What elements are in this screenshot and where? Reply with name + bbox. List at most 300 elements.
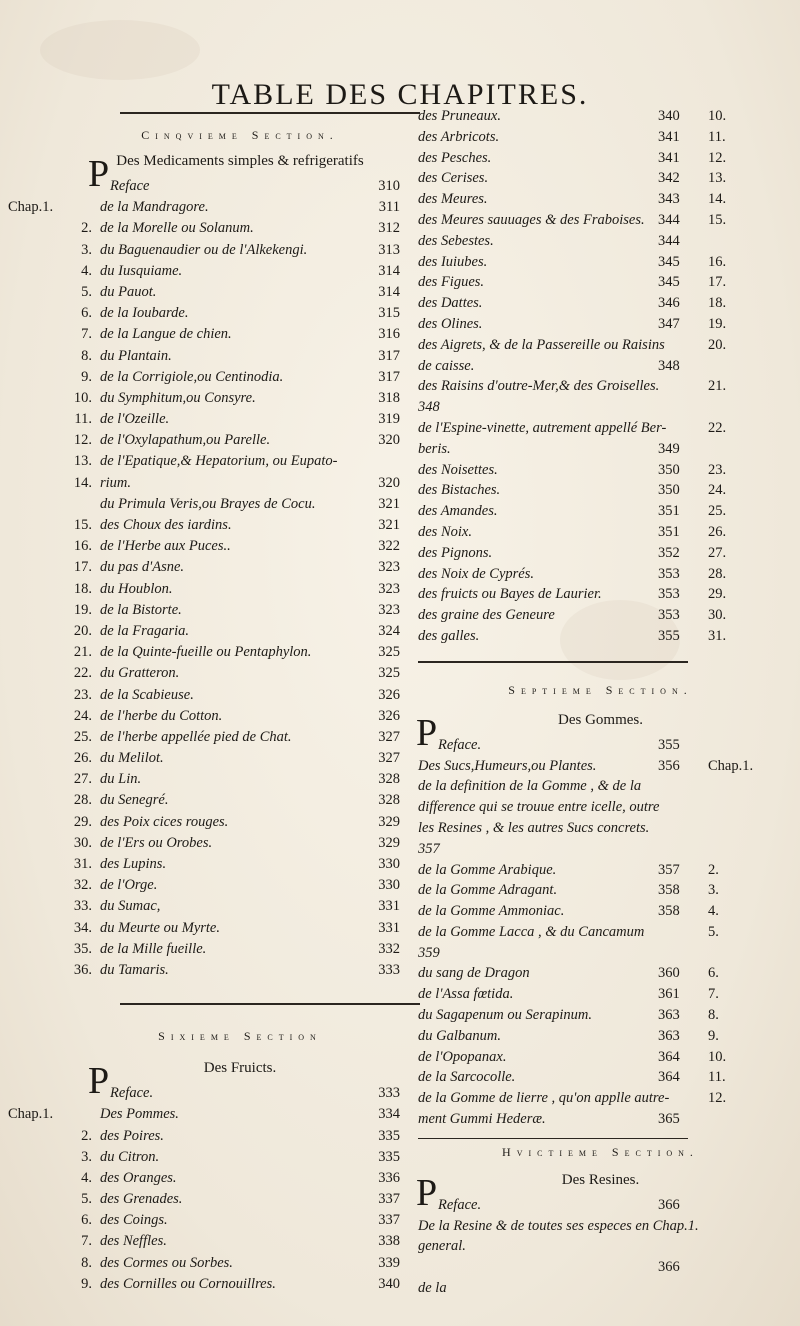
chapter-number: 7. (81, 326, 92, 343)
toc-entry (60, 409, 420, 430)
page-number: 333 (378, 1085, 400, 1102)
entry-title: de la Morelle ou Solanum. (100, 220, 254, 237)
entry-title: des Cerises. (418, 170, 489, 187)
chapter-number: 20. (708, 336, 727, 353)
toc-entry (408, 860, 793, 881)
chapter-number: 2. (708, 861, 719, 878)
page-number: 364 (658, 1048, 680, 1065)
toc-entry (408, 880, 793, 901)
toc-entry (60, 706, 420, 727)
section-rule (120, 112, 420, 114)
toc-entry (60, 875, 420, 896)
page-number: 329 (378, 813, 400, 830)
chapter-label: Chap.1. (8, 199, 54, 216)
entry-title: des Meures sauuages & des Fraboises. (418, 211, 645, 228)
page-number: 320 (378, 474, 400, 491)
toc-entry (408, 605, 793, 626)
entry-title: de la Bistorte. (100, 601, 182, 618)
entry-title: des Poires. (100, 1127, 164, 1144)
page-number: 326 (378, 707, 400, 724)
entry-title: de caisse. (418, 357, 475, 374)
toc-entry (60, 1274, 420, 1295)
entry-title: de l'Oxylapathum,ou Parelle. (100, 432, 271, 449)
entry-title: du Baguenaudier ou de l'Alkekengi. (100, 241, 308, 258)
entry-title: les Resines , & les autres Sucs concrets. (418, 819, 650, 836)
page-number: 340 (378, 1275, 400, 1292)
chapter-number: 26. (708, 523, 727, 540)
chapter-number: 15. (708, 211, 727, 228)
chapter-number: 7. (81, 1233, 92, 1250)
chapter-number: 36. (73, 961, 92, 978)
toc-entry (60, 748, 420, 769)
page-number: 337 (378, 1212, 400, 1229)
toc-entry (408, 168, 793, 189)
entry-title: de la Langue de chien. (100, 326, 232, 343)
toc-entry (60, 790, 420, 811)
entry-title: 348 (418, 399, 440, 416)
entry-title: de l'Opopanax. (418, 1048, 507, 1065)
entry-title: des Pignons. (418, 544, 493, 561)
chapter-number: 18. (708, 295, 727, 312)
toc-entry (60, 854, 420, 875)
chapter-number: 12. (708, 149, 727, 166)
entry-title: des Arbricots. (418, 128, 500, 145)
toc-entry (408, 1026, 793, 1047)
entry-title: des Cornilles ou Cornouillres. (100, 1275, 276, 1292)
toc-entry (408, 1088, 793, 1109)
section-rule (418, 661, 688, 663)
chapter-number: 3. (81, 1148, 92, 1165)
toc-entry (8, 1104, 420, 1125)
toc-entry (60, 367, 420, 388)
toc-entry (60, 557, 420, 578)
page-number: 353 (658, 586, 680, 603)
chapter-number: 10. (708, 1048, 727, 1065)
entry-title: des Dattes. (418, 295, 483, 312)
entry-title: de la Gomme Ammoniac. (418, 903, 565, 920)
chapter-number: 17. (708, 274, 727, 291)
page-number: 357 (658, 861, 680, 878)
section-title: Sixieme Section (158, 1029, 322, 1044)
chapter-number: 6. (81, 305, 92, 322)
section-subtitle: Des Medicaments simples & refrigeratifs (116, 153, 364, 169)
toc-entry (408, 231, 793, 252)
toc-entry (60, 282, 420, 303)
page-number: 363 (658, 1007, 680, 1024)
toc-entry (408, 480, 793, 501)
toc-entry (408, 797, 793, 818)
toc-entry (60, 579, 420, 600)
toc-entry (408, 584, 793, 605)
chapter-number: 3. (708, 882, 719, 899)
chapter-number: 4. (81, 1169, 92, 1186)
entry-title: du pas d'Asne. (100, 559, 185, 576)
chapter-number: 6. (708, 965, 719, 982)
toc-entry (408, 901, 793, 922)
toc-entry (60, 430, 420, 451)
page-number: 310 (378, 178, 400, 194)
chapter-number: 15. (73, 517, 92, 533)
page-number: 345 (658, 274, 680, 291)
chapter-number: 21. (73, 644, 92, 661)
page-number: 341 (658, 149, 680, 166)
chapter-number: 16. (708, 253, 727, 270)
page-number: 333 (378, 961, 400, 978)
toc-entry (60, 663, 420, 684)
toc-entry (408, 1047, 793, 1068)
page-number: 346 (658, 295, 680, 312)
entry-title: de la Quinte-fueille ou Pentaphylon. (100, 644, 312, 661)
page-number: 312 (378, 220, 400, 237)
chapter-number: 9. (81, 1275, 92, 1292)
entry-title: du Primula Veris,ou Brayes de Cocu. (100, 495, 316, 512)
toc-entry (60, 1231, 420, 1252)
chapter-number: 23. (73, 686, 92, 703)
entry-title: des Meures. (418, 191, 488, 208)
toc-entry (408, 943, 793, 964)
toc-entry (60, 833, 420, 854)
entry-title: de la (418, 1280, 447, 1297)
page-number: 314 (378, 283, 400, 300)
section-title: Cinqvieme Section. (141, 128, 339, 142)
chapter-number: 11. (74, 411, 92, 428)
toc-entry (408, 1236, 793, 1257)
entry-title: du Symphitum,ou Consyre. (100, 389, 256, 406)
entry-title: du Houblon. (100, 580, 173, 597)
entry-title: de la Mille fueille. (100, 940, 207, 957)
entry-title: de la Ioubarde. (100, 305, 189, 322)
chapter-number: 4. (708, 903, 719, 920)
page-number: 351 (658, 503, 680, 520)
toc-entry (60, 1210, 420, 1231)
chapter-number: 17. (73, 559, 92, 576)
page-number: 314 (378, 262, 400, 279)
entry-title: de l'Espine-vinette, autrement appellé Ber- (418, 419, 667, 436)
toc-entry (60, 939, 420, 960)
toc-entry (408, 127, 793, 148)
chapter-number: 29. (708, 586, 727, 603)
page-number: 334 (378, 1106, 400, 1123)
entry-title: rium. (100, 474, 132, 491)
page-number: 340 (658, 108, 680, 124)
toc-entry (60, 324, 420, 345)
chapter-number: 24. (73, 707, 92, 724)
entry-title: 357 (418, 840, 440, 857)
page-number: 338 (378, 1233, 400, 1250)
toc-entry (408, 922, 793, 943)
toc-entry (408, 1067, 793, 1088)
page-number: 322 (378, 538, 400, 555)
chapter-number: 25. (73, 728, 92, 745)
toc-entry (408, 148, 793, 169)
page-number: 323 (378, 580, 400, 597)
entry-title: de la Corrigiole,ou Centinodia. (100, 368, 284, 385)
toc-entry (408, 252, 793, 273)
chapter-number: 7. (708, 986, 719, 1003)
toc-entry (60, 515, 420, 536)
toc-entry (60, 451, 420, 472)
page-number: 336 (378, 1169, 400, 1186)
toc-entry (408, 1005, 793, 1026)
entry-title: des Figues. (418, 274, 485, 291)
toc-entry (408, 335, 793, 356)
page-number: 344 (658, 211, 680, 228)
toc-entry (60, 812, 420, 833)
toc-entry (60, 240, 420, 261)
toc-entry (60, 1147, 420, 1168)
toc-entry (408, 418, 793, 439)
entry-title: Des Pommes. (100, 1106, 179, 1123)
entry-title: du Galbanum. (418, 1027, 501, 1044)
entry-title: Des Sucs,Humeurs,ou Plantes. (418, 757, 597, 774)
entry-title: de l'Assa fœtida. (418, 986, 514, 1003)
toc-entry (60, 218, 420, 239)
page-number: 363 (658, 1027, 680, 1044)
chapter-number: 13. (708, 170, 727, 187)
toc-entry (60, 727, 420, 748)
chapter-number: 28. (708, 565, 727, 582)
toc-entry (408, 314, 793, 335)
entry-title: des Choux des iardins. (100, 517, 232, 533)
toc-entry (408, 1216, 793, 1237)
page-number: 317 (378, 347, 400, 364)
entry-title: de la definition de la Gomme , & de la (418, 778, 642, 795)
entry-title: des Noix. (418, 523, 472, 540)
entry-title: des Olines. (418, 315, 483, 332)
toc-entry (408, 963, 793, 984)
page-number: 337 (378, 1191, 400, 1208)
chapter-number: 24. (708, 482, 727, 499)
entry-title: Reface. (438, 736, 482, 753)
entry-title: du sang de Dragon (418, 965, 530, 982)
page-number: 313 (378, 241, 400, 258)
drop-capital: P (88, 1060, 110, 1103)
entry-title: Reface. (110, 1085, 154, 1102)
chapter-number: 25. (708, 503, 727, 520)
toc-entry (408, 106, 793, 127)
page-number: 349 (658, 440, 680, 457)
entry-title: de la Sarcocolle. (418, 1069, 516, 1086)
toc-entry (60, 685, 420, 706)
entry-title: de la Scabieuse. (100, 686, 194, 703)
entry-title: du Sumac, (100, 898, 161, 915)
chapter-number: 10. (708, 108, 727, 124)
page-number: 332 (378, 940, 400, 957)
toc-entry (408, 1278, 793, 1299)
chapter-number: 29. (73, 813, 92, 830)
toc-entry (408, 522, 793, 543)
section-rule (418, 1138, 688, 1139)
entry-title: de la Mandragore. (100, 199, 209, 216)
chapter-number: 13. (73, 453, 92, 470)
entry-title: de la Gomme Arabique. (418, 861, 557, 878)
chapter-number: 10. (73, 389, 92, 406)
toc-entry (408, 293, 793, 314)
toc-entry (408, 818, 793, 839)
toc-entry (60, 261, 420, 282)
chapter-number: 12. (708, 1090, 727, 1107)
page-number: 327 (378, 750, 400, 767)
page-number: 321 (378, 495, 400, 512)
toc-entry (60, 896, 420, 917)
chapter-number: 4. (81, 262, 92, 279)
entry-title: De la Resine & de toutes ses especes en Chap.1. (418, 1217, 699, 1234)
page-number: 335 (378, 1127, 400, 1144)
chapter-number: 18. (73, 580, 92, 597)
entry-title: de l'Herbe aux Puces.. (100, 538, 231, 555)
page-number: 330 (378, 856, 400, 872)
entry-title: du Plantain. (100, 347, 172, 364)
toc-entry (60, 642, 420, 663)
entry-title: des galles. (418, 627, 480, 644)
chapter-number: 35. (73, 940, 92, 957)
entry-title: des Amandes. (418, 503, 498, 520)
entry-title: des fruicts ou Bayes de Laurier. (418, 586, 602, 603)
toc-entry (408, 501, 793, 522)
page-number: 361 (658, 986, 680, 1003)
toc-entry (408, 756, 793, 777)
page-number: 311 (378, 199, 400, 216)
page-number: 360 (658, 965, 680, 982)
chapter-number: 14. (708, 191, 727, 208)
page-number: 323 (378, 559, 400, 576)
entry-title: des Bistaches. (418, 482, 501, 499)
entry-title: du Senegré. (100, 792, 169, 809)
page-number: 331 (378, 898, 400, 915)
entry-title: des Raisins d'outre-Mer,& des Groiselles. (418, 378, 660, 395)
page-number: 331 (378, 919, 400, 936)
chapter-number: 2. (81, 1127, 92, 1144)
toc-entry (408, 210, 793, 231)
entry-title: Reface (110, 178, 150, 194)
left-column (8, 104, 420, 1295)
entry-title: de la Gomme Lacca , & du Cancamum (418, 923, 645, 940)
toc-entry (408, 543, 793, 564)
page-number: 350 (658, 461, 680, 478)
page-number: 323 (378, 601, 400, 618)
chapter-number: 8. (81, 1254, 92, 1271)
page-number: 355 (658, 627, 680, 644)
toc-entry (60, 918, 420, 939)
chapter-number: 27. (708, 544, 727, 561)
toc-entry (60, 388, 420, 409)
section-subtitle: Des Fruicts. (203, 1060, 277, 1077)
toc-entry (60, 346, 420, 367)
chapter-number: 5. (81, 1191, 92, 1208)
entry-title: ment Gummi Hederæ. (418, 1111, 546, 1128)
page-number: 366 (658, 1259, 680, 1276)
page-number: 320 (378, 432, 400, 449)
entry-title: des Iuiubes. (418, 253, 488, 270)
entry-title: du Meurte ou Myrte. (100, 919, 220, 936)
chapter-number: 14. (73, 474, 92, 491)
chapter-number: 6. (81, 1212, 92, 1229)
page-number: 353 (658, 565, 680, 582)
toc-entry (60, 1126, 420, 1147)
toc-list (408, 106, 793, 647)
toc-entry (60, 960, 420, 981)
entry-title: du Sagapenum ou Serapinum. (418, 1007, 592, 1024)
entry-title: general. (418, 1238, 466, 1255)
toc-entry (408, 1257, 793, 1278)
entry-title: de l'herbe du Cotton. (100, 707, 223, 724)
chapter-number: 5. (81, 283, 92, 300)
section-title: Hvictieme Section. (502, 1144, 699, 1159)
entry-title: des Pruneaux. (418, 108, 501, 124)
toc-entry (408, 460, 793, 481)
page-number: 352 (658, 544, 680, 561)
toc-entry (8, 197, 420, 218)
entry-title: du Citron. (100, 1148, 160, 1165)
toc-entry (408, 776, 793, 797)
chapter-number: 20. (73, 622, 92, 639)
page-number: 325 (378, 665, 400, 682)
page-number: 353 (658, 607, 680, 624)
chapter-number: 8. (81, 347, 92, 364)
page-number: 325 (378, 644, 400, 661)
chapter-number: Chap.1. (708, 757, 754, 774)
page-number: 345 (658, 253, 680, 270)
chapter-number: 32. (73, 877, 92, 894)
entry-title: 359 (418, 944, 440, 961)
chapter-number: 22. (73, 665, 92, 682)
entry-title: de l'Orge. (100, 877, 158, 894)
chapter-number: 34. (73, 919, 92, 936)
chapter-label: Chap.1. (8, 1106, 54, 1123)
toc-entry (408, 839, 793, 860)
entry-title: Reface. (438, 1196, 482, 1213)
toc-entry (408, 272, 793, 293)
entry-title: de la Fragaria. (100, 622, 190, 639)
drop-capital: P (88, 153, 110, 195)
toc-entry (60, 621, 420, 642)
toc-entry (60, 1189, 420, 1210)
page-number: 317 (378, 368, 400, 385)
page-number: 344 (658, 232, 680, 249)
page-number: 327 (378, 728, 400, 745)
page-number: 350 (658, 482, 680, 499)
entry-title: de l'Ers ou Orobes. (100, 834, 213, 851)
page-number: 339 (378, 1254, 400, 1271)
page-number: 347 (658, 315, 680, 332)
page-number: 358 (658, 882, 680, 899)
chapter-number: 31. (708, 627, 727, 644)
page-number: 329 (378, 834, 400, 851)
page-number: 342 (658, 170, 680, 187)
page-number: 343 (658, 191, 680, 208)
chapter-number: 8. (708, 1007, 719, 1024)
page-number: 326 (378, 686, 400, 703)
toc-entry (408, 439, 793, 460)
chapter-number: 26. (73, 750, 92, 767)
entry-title: beris. (418, 440, 451, 457)
chapter-number: 21. (708, 378, 727, 395)
entry-title: du Melilot. (100, 750, 164, 767)
page-number: 321 (378, 517, 400, 533)
toc-entry (408, 564, 793, 585)
entry-title: des Poix cices rouges. (100, 813, 229, 830)
entry-title: des Oranges. (100, 1169, 177, 1186)
entry-title: de la Gomme Adragant. (418, 882, 558, 899)
toc-entry (60, 600, 420, 621)
page-number: 365 (658, 1111, 680, 1128)
entry-title: des Noix de Cyprés. (418, 565, 534, 582)
toc-entry (408, 376, 793, 397)
entry-title: des Sebestes. (418, 232, 494, 249)
chapter-number: 5. (708, 923, 719, 940)
chapter-number: 19. (73, 601, 92, 618)
chapter-number: 16. (73, 538, 92, 555)
